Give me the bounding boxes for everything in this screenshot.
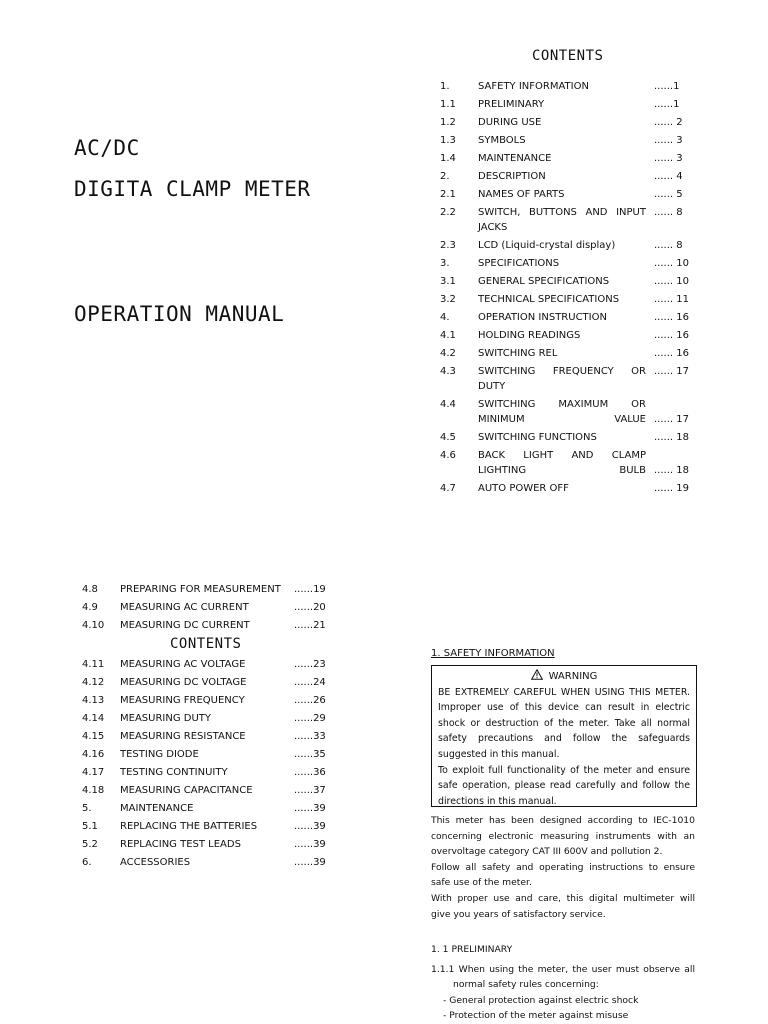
toc-row-title: MEASURING DC CURRENT: [120, 620, 250, 631]
toc-row-page: ......39: [294, 803, 326, 814]
toc-row-page: ......33: [294, 731, 326, 742]
toc-row-page: ...... 3: [654, 153, 683, 164]
toc-row-page: ...... 8: [654, 240, 683, 251]
warning-title-row: [438, 669, 690, 685]
warning-paragraph-1: BE EXTREMELY CAREFUL WHEN USING THIS METER. Improper use of this device can result in electric shock or destruction of the meter. Take all normal safety precautions and follow the safeguards suggested in this manual.: [438, 686, 690, 760]
toc-row-title: SYMBOLS: [478, 135, 526, 146]
toc-row-page: ...... 4: [654, 171, 683, 182]
toc-row-title: SWITCHING FREQUENCY OR DUTY: [478, 366, 646, 392]
toc-row-page: ...... 17: [654, 366, 689, 377]
toc-row-page: ...... 16: [654, 348, 689, 359]
toc-row-number: 1.4: [440, 153, 456, 164]
toc-row-number: 4.14: [82, 713, 105, 724]
toc-row-number: 2.: [440, 171, 450, 182]
toc-row-page: ...... 2: [654, 117, 683, 128]
toc-row-page: ......1: [654, 99, 680, 110]
toc-row-number: 2.1: [440, 189, 456, 200]
toc-row-page: ......20: [294, 602, 326, 613]
toc-row-number: 4.10: [82, 620, 105, 631]
toc-row-page: ...... 18: [654, 432, 689, 443]
toc-row-title: GENERAL SPECIFICATIONS: [478, 276, 610, 287]
toc-row-title: MEASURING FREQUENCY: [120, 695, 245, 706]
toc-row-page: ...... 16: [654, 312, 689, 323]
toc-row-title: NAMES OF PARTS: [478, 189, 565, 200]
toc-row-number: 4.18: [82, 785, 105, 796]
toc-row-title: REPLACING THE BATTERIES: [120, 821, 258, 832]
toc-row-title: REPLACING TEST LEADS: [120, 839, 241, 850]
cover-title-manual: OPERATION MANUAL: [74, 302, 285, 326]
toc-row-page: ...... 10: [654, 276, 689, 287]
toc-row-page: ...... 5: [654, 189, 683, 200]
safety-section-title: 1. SAFETY INFORMATION: [431, 648, 555, 659]
toc-row-number: 4.11: [82, 659, 105, 670]
toc2-heading: CONTENTS: [170, 636, 242, 652]
preliminary-bullet-1: - General protection against electric shock: [443, 994, 639, 1006]
toc-row-page: ......24: [294, 677, 326, 688]
preliminary-section: [431, 942, 695, 1024]
warning-triangle-icon: [531, 669, 543, 680]
toc-row-title: MEASURING CAPACITANCE: [120, 785, 253, 796]
toc-row-number: 1.2: [440, 117, 456, 128]
toc-row-page: ......39: [294, 857, 326, 868]
toc-row-title: SWITCHING MAXIMUM OR MINIMUM VALUE: [478, 399, 646, 425]
toc-row-page: ......39: [294, 839, 326, 850]
toc-row-number: 4.12: [82, 677, 105, 688]
toc-row-page: ......37: [294, 785, 326, 796]
safety-paragraph-3: With proper use and care, this digital multimeter will give you years of satisfactory service.: [431, 892, 695, 920]
toc-row-title: SWITCH, BUTTONS AND INPUT JACKS: [478, 207, 646, 233]
toc-row-page: ...... 19: [654, 483, 689, 494]
toc-row-title: TESTING DIODE: [120, 749, 199, 760]
toc-row-title: MEASURING DC VOLTAGE: [120, 677, 247, 688]
toc-row-number: 1.: [440, 81, 450, 92]
toc-row-number: 2.2: [440, 207, 456, 218]
toc-row-title: PREPARING FOR MEASUREMENT: [120, 584, 281, 595]
toc1-heading: CONTENTS: [532, 48, 604, 64]
toc-row-title: PRELIMINARY: [478, 99, 545, 110]
toc-row-title: LCD (Liquid-crystal display): [478, 240, 616, 251]
toc-row-page: ...... 17: [654, 414, 689, 425]
toc-row-number: 4.3: [440, 366, 456, 377]
toc-row-page: ......1: [654, 81, 680, 92]
preliminary-item: [431, 962, 695, 993]
toc-row-title: TESTING CONTINUITY: [120, 767, 228, 778]
toc-row-number: 5.2: [82, 839, 98, 850]
toc-row-number: 3.1: [440, 276, 456, 287]
toc-row-number: 4.13: [82, 695, 105, 706]
toc-row-title: SAFETY INFORMATION: [478, 81, 589, 92]
preliminary-item-number: 1.1.1: [431, 963, 455, 975]
toc-row-title: SPECIFICATIONS: [478, 258, 560, 269]
preliminary-bullet-2: - Protection of the meter against misuse: [443, 1010, 629, 1022]
preliminary-item-text: When using the meter, the user must observe all normal safety rules concerning:: [453, 963, 696, 991]
warning-paragraph-2: To exploit full functionality of the meter and ensure safe operation, please read carefully and follow the directions in this manual.: [438, 764, 690, 807]
toc-row-number: 1.3: [440, 135, 456, 146]
toc-row-title: OPERATION INSTRUCTION: [478, 312, 607, 323]
toc-row-title: SWITCHING REL: [478, 348, 558, 359]
toc-row-number: 3.: [440, 258, 450, 269]
toc-row-title: MEASURING RESISTANCE: [120, 731, 246, 742]
toc-row-number: 6.: [82, 857, 92, 868]
toc-row-title: DURING USE: [478, 117, 542, 128]
warning-title: WARNING: [548, 671, 598, 682]
toc-row-page: ...... 11: [654, 294, 689, 305]
toc-row-title: DESCRIPTION: [478, 171, 546, 182]
toc-row-number: 4.: [440, 312, 450, 323]
toc-row-page: ......23: [294, 659, 326, 670]
toc-row-title: MAINTENANCE: [120, 803, 194, 814]
safety-paragraph-2: Follow all safety and operating instructions to ensure safe use of the meter.: [431, 861, 695, 889]
toc-row-page: ...... 18: [654, 465, 689, 476]
toc-row-page: ......26: [294, 695, 326, 706]
toc-row-title: MEASURING AC CURRENT: [120, 602, 249, 613]
toc-row-number: 4.1: [440, 330, 456, 341]
toc-row-number: 4.9: [82, 602, 98, 613]
toc-row-number: 1.1: [440, 99, 456, 110]
toc-row-number: 4.6: [440, 450, 456, 461]
toc-row-number: 3.2: [440, 294, 456, 305]
cover-title-device: DIGITA CLAMP METER: [74, 177, 311, 201]
toc-row-page: ......19: [294, 584, 326, 595]
cover-title-acdc: AC/DC: [74, 136, 140, 160]
toc-row-page: ......29: [294, 713, 326, 724]
toc-row-title: TECHNICAL SPECIFICATIONS: [478, 294, 620, 305]
safety-body: [431, 813, 695, 922]
safety-paragraph-1: This meter has been designed according to IEC-1010 concerning electronic measuring instruments with an overvoltage category CAT III 600V and pollution 2.: [431, 815, 695, 858]
toc-row-title: ACCESSORIES: [120, 857, 191, 868]
toc-row-title: SWITCHING FUNCTIONS: [478, 432, 597, 443]
toc-row-title: HOLDING READINGS: [478, 330, 581, 341]
toc-row-page: ...... 10: [654, 258, 689, 269]
toc-row-number: 5.1: [82, 821, 98, 832]
toc-row-number: 4.2: [440, 348, 456, 359]
toc-row-page: ......39: [294, 821, 326, 832]
toc-row-page: ...... 16: [654, 330, 689, 341]
toc-row-page: ...... 3: [654, 135, 683, 146]
toc-row-number: 4.16: [82, 749, 105, 760]
toc-row-number: 4.5: [440, 432, 456, 443]
toc-row-number: 4.7: [440, 483, 456, 494]
warning-box: [431, 665, 697, 807]
toc-row-page: ...... 8: [654, 207, 683, 218]
toc-row-number: 4.8: [82, 584, 98, 595]
toc-row-number: 4.17: [82, 767, 105, 778]
toc-row-number: 2.3: [440, 240, 456, 251]
toc-row-page: ......36: [294, 767, 326, 778]
toc-row-number: 4.15: [82, 731, 105, 742]
toc-row-page: ......21: [294, 620, 326, 631]
toc-row-title: AUTO POWER OFF: [478, 483, 569, 494]
toc-row-title: MEASURING DUTY: [120, 713, 211, 724]
toc-row-page: ......35: [294, 749, 326, 760]
toc-row-title: MEASURING AC VOLTAGE: [120, 659, 246, 670]
toc-row-title: BACK LIGHT AND CLAMP LIGHTING BULB: [478, 450, 646, 476]
preliminary-title: 1. 1 PRELIMINARY: [431, 944, 513, 955]
toc-row-title: MAINTENANCE: [478, 153, 552, 164]
toc-row-number: 5.: [82, 803, 92, 814]
toc-row-number: 4.4: [440, 399, 456, 410]
